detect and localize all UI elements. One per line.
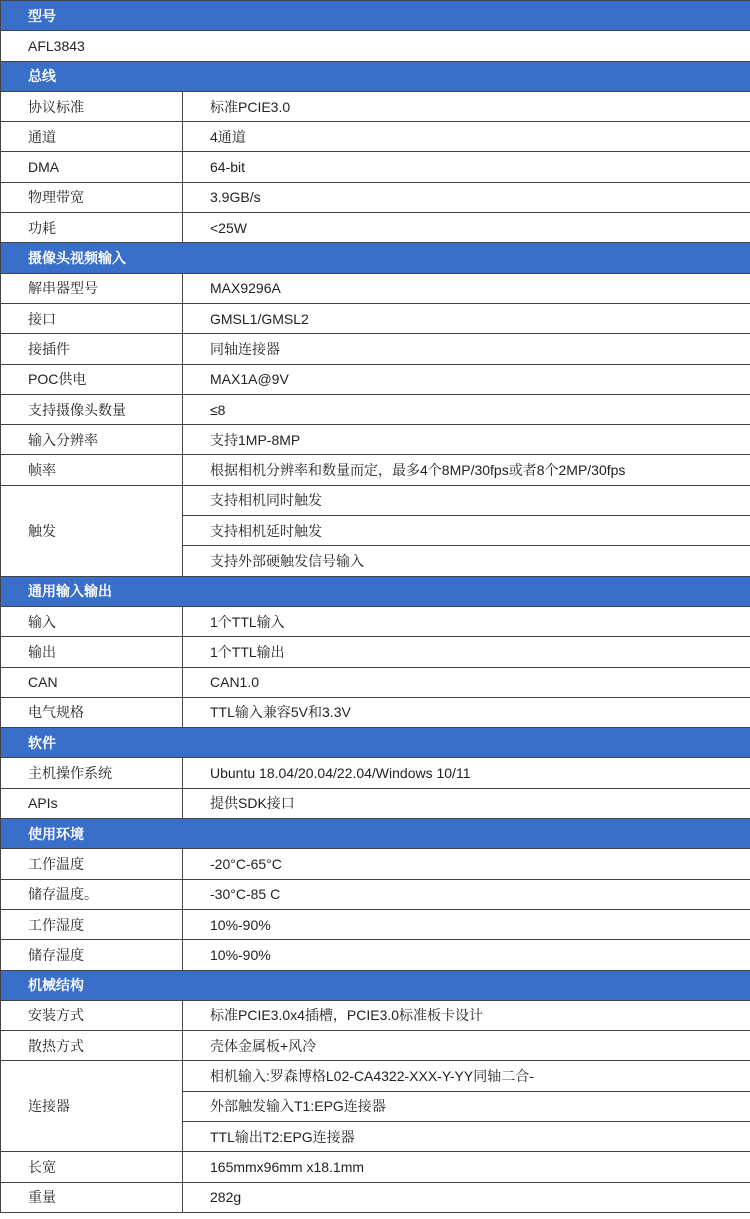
table-row <box>1 303 750 333</box>
row-value: 10%-90% <box>183 940 750 970</box>
row-label: 重量 <box>1 1182 183 1212</box>
section-title: 型号 <box>1 1 750 31</box>
table-row <box>1 31 750 61</box>
section-title: 软件 <box>1 728 750 758</box>
row-label: 接口 <box>1 303 183 333</box>
table-row <box>1 182 750 212</box>
section-title: 机械结构 <box>1 970 750 1000</box>
row-label: 散热方式 <box>1 1031 183 1061</box>
row-label: 支持摄像头数量 <box>1 394 183 424</box>
section-header-gpio <box>1 576 750 606</box>
table-row <box>1 425 750 455</box>
row-value: 64-bit <box>183 152 750 182</box>
row-label: CAN <box>1 667 183 697</box>
row-value: 1个TTL输入 <box>183 606 750 636</box>
table-row <box>1 152 750 182</box>
row-label: POC供电 <box>1 364 183 394</box>
section-header-bus <box>1 61 750 91</box>
row-value: MAX9296A <box>183 273 750 303</box>
row-label: 安装方式 <box>1 1000 183 1030</box>
table-row <box>1 122 750 152</box>
row-label: 工作温度 <box>1 849 183 879</box>
row-label: 储存温度。 <box>1 879 183 909</box>
row-value: 支持相机同时触发 <box>183 485 750 515</box>
row-value: 根据相机分辨率和数量而定，最多4个8MP/30fps或者8个2MP/30fps <box>183 455 750 485</box>
row-value: 10%-90% <box>183 909 750 939</box>
row-value: ≤8 <box>183 394 750 424</box>
row-value: 282g <box>183 1182 750 1212</box>
row-label: 帧率 <box>1 455 183 485</box>
table-row <box>1 1031 750 1061</box>
table-row <box>1 91 750 121</box>
table-row <box>1 1000 750 1030</box>
row-label: 解串器型号 <box>1 273 183 303</box>
table-row <box>1 364 750 394</box>
table-row <box>1 879 750 909</box>
table-row <box>1 273 750 303</box>
row-value: 提供SDK接口 <box>183 788 750 818</box>
row-label-connector: 连接器 <box>1 1061 183 1152</box>
row-value: -20°C-65°C <box>183 849 750 879</box>
row-value: 壳体金属板+风冷 <box>183 1031 750 1061</box>
row-value: 3.9GB/s <box>183 182 750 212</box>
row-label: 工作湿度 <box>1 909 183 939</box>
row-label: 输入 <box>1 606 183 636</box>
row-value: MAX1A@9V <box>183 364 750 394</box>
row-label: 通道 <box>1 122 183 152</box>
row-label: APIs <box>1 788 183 818</box>
table-row <box>1 849 750 879</box>
row-label: 输出 <box>1 637 183 667</box>
section-header-environment <box>1 819 750 849</box>
section-header-mechanical <box>1 970 750 1000</box>
table-row <box>1 455 750 485</box>
row-label: 储存湿度 <box>1 940 183 970</box>
row-label: 协议标准 <box>1 91 183 121</box>
section-title: 使用环境 <box>1 819 750 849</box>
section-header-software <box>1 728 750 758</box>
row-label: 功耗 <box>1 213 183 243</box>
table-row <box>1 394 750 424</box>
row-label: 长宽 <box>1 1152 183 1182</box>
row-label: 电气规格 <box>1 697 183 727</box>
row-value: 支持1MP-8MP <box>183 425 750 455</box>
row-label: DMA <box>1 152 183 182</box>
model-value: AFL3843 <box>1 31 750 61</box>
row-value: TTL输入兼容5V和3.3V <box>183 697 750 727</box>
row-label: 接插件 <box>1 334 183 364</box>
row-value: CAN1.0 <box>183 667 750 697</box>
row-value: <25W <box>183 213 750 243</box>
section-header-model <box>1 1 750 31</box>
table-row <box>1 758 750 788</box>
section-title: 通用输入输出 <box>1 576 750 606</box>
table-row <box>1 697 750 727</box>
row-value: 4通道 <box>183 122 750 152</box>
table-row <box>1 909 750 939</box>
row-value: 标准PCIE3.0x4插槽，PCIE3.0标准板卡设计 <box>183 1000 750 1030</box>
table-row <box>1 606 750 636</box>
row-value: TTL输出T2:EPG连接器 <box>183 1121 750 1151</box>
table-row <box>1 637 750 667</box>
table-row <box>1 485 750 515</box>
section-header-camera-input <box>1 243 750 273</box>
table-row <box>1 940 750 970</box>
row-label: 主机操作系统 <box>1 758 183 788</box>
row-value: 相机输入:罗森博格L02-CA4322-XXX-Y-YY同轴二合- <box>183 1061 750 1091</box>
row-value: 支持相机延时触发 <box>183 516 750 546</box>
row-value: 外部触发输入T1:EPG连接器 <box>183 1091 750 1121</box>
row-value: Ubuntu 18.04/20.04/22.04/Windows 10/11 <box>183 758 750 788</box>
row-value: 165mmx96mm x18.1mm <box>183 1152 750 1182</box>
table-row <box>1 667 750 697</box>
table-row <box>1 1061 750 1091</box>
table-row <box>1 334 750 364</box>
row-label-trigger: 触发 <box>1 485 183 576</box>
table-row <box>1 1182 750 1212</box>
section-title: 总线 <box>1 61 750 91</box>
table-row <box>1 1152 750 1182</box>
row-value: GMSL1/GMSL2 <box>183 303 750 333</box>
row-label: 物理带宽 <box>1 182 183 212</box>
row-value: -30°C-85 C <box>183 879 750 909</box>
row-value: 同轴连接器 <box>183 334 750 364</box>
table-row <box>1 213 750 243</box>
row-label: 输入分辨率 <box>1 425 183 455</box>
row-value: 1个TTL输出 <box>183 637 750 667</box>
section-title: 摄像头视频输入 <box>1 243 750 273</box>
row-value: 支持外部硬触发信号输入 <box>183 546 750 576</box>
table-row <box>1 788 750 818</box>
row-value: 标准PCIE3.0 <box>183 91 750 121</box>
